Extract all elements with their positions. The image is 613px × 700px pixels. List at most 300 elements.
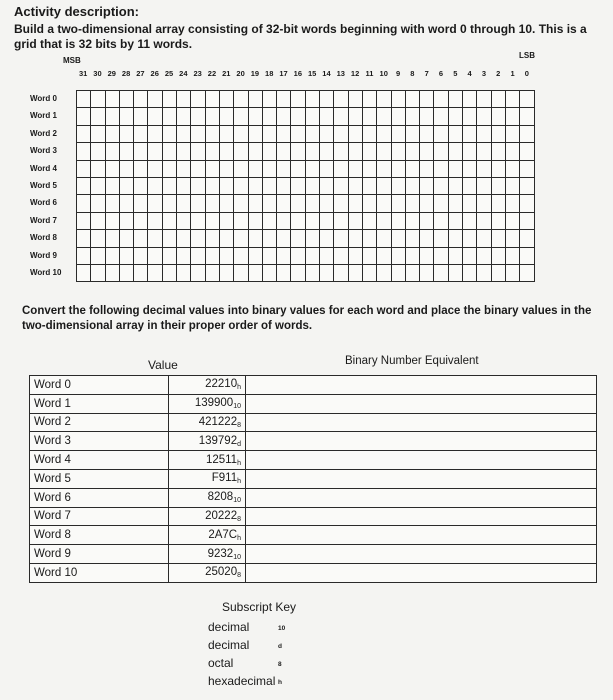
bit-cell[interactable] (448, 91, 462, 108)
bit-cell[interactable] (477, 212, 491, 229)
bit-cell[interactable] (234, 212, 248, 229)
bit-cell[interactable] (91, 125, 105, 142)
bit-cell[interactable] (434, 230, 448, 247)
bit-cell[interactable] (391, 212, 405, 229)
bit-cell[interactable] (491, 160, 505, 177)
bit-cell[interactable] (305, 143, 319, 160)
bit-cell[interactable] (434, 247, 448, 264)
bit-cell[interactable] (362, 195, 376, 212)
bit-cell[interactable] (463, 247, 477, 264)
bit-cell[interactable] (148, 160, 162, 177)
bit-cell[interactable] (505, 143, 519, 160)
bit-cell[interactable] (134, 91, 148, 108)
bit-cell[interactable] (448, 212, 462, 229)
bit-cell[interactable] (277, 125, 291, 142)
bit-cell[interactable] (505, 160, 519, 177)
bit-cell[interactable] (277, 212, 291, 229)
bit-cell[interactable] (405, 247, 419, 264)
bit-cell[interactable] (305, 264, 319, 281)
bit-cell[interactable] (377, 108, 391, 125)
bit-cell[interactable] (505, 91, 519, 108)
bit-cell[interactable] (162, 177, 176, 194)
bit-cell[interactable] (320, 125, 334, 142)
bit-cell[interactable] (334, 264, 348, 281)
bit-cell[interactable] (291, 212, 305, 229)
bit-cell[interactable] (162, 143, 176, 160)
bit-cell[interactable] (391, 160, 405, 177)
bit-cell[interactable] (505, 212, 519, 229)
bit-cell[interactable] (434, 264, 448, 281)
bit-cell[interactable] (448, 143, 462, 160)
bit-cell[interactable] (219, 91, 233, 108)
bit-cell[interactable] (448, 264, 462, 281)
bit-cell[interactable] (320, 230, 334, 247)
bit-cell[interactable] (91, 264, 105, 281)
bit-cell[interactable] (477, 264, 491, 281)
bit-cell[interactable] (248, 91, 262, 108)
bit-cell[interactable] (434, 143, 448, 160)
bit-cell[interactable] (248, 195, 262, 212)
binary-answer-cell[interactable] (246, 394, 597, 413)
binary-answer-cell[interactable] (246, 507, 597, 526)
bit-cell[interactable] (305, 212, 319, 229)
bit-cell[interactable] (520, 160, 534, 177)
bit-cell[interactable] (334, 108, 348, 125)
binary-answer-cell[interactable] (246, 432, 597, 451)
bit-cell[interactable] (491, 212, 505, 229)
bit-cell[interactable] (234, 91, 248, 108)
bit-cell[interactable] (405, 177, 419, 194)
bit-cell[interactable] (219, 264, 233, 281)
bit-cell[interactable] (348, 264, 362, 281)
bit-cell[interactable] (191, 160, 205, 177)
bit-cell[interactable] (248, 143, 262, 160)
bit-cell[interactable] (219, 177, 233, 194)
bit-cell[interactable] (134, 195, 148, 212)
bit-cell[interactable] (405, 91, 419, 108)
bit-cell[interactable] (91, 212, 105, 229)
bit-cell[interactable] (362, 143, 376, 160)
bit-cell[interactable] (362, 247, 376, 264)
bit-cell[interactable] (320, 195, 334, 212)
bit-cell[interactable] (205, 212, 219, 229)
bit-cell[interactable] (291, 108, 305, 125)
bit-cell[interactable] (191, 264, 205, 281)
bit-cell[interactable] (405, 143, 419, 160)
bit-cell[interactable] (91, 247, 105, 264)
bit-cell[interactable] (119, 125, 133, 142)
bit-cell[interactable] (219, 212, 233, 229)
bit-cell[interactable] (505, 264, 519, 281)
binary-answer-cell[interactable] (246, 451, 597, 470)
bit-cell[interactable] (420, 195, 434, 212)
bit-cell[interactable] (105, 177, 119, 194)
bit-cell[interactable] (77, 230, 91, 247)
bit-cell[interactable] (119, 91, 133, 108)
bit-cell[interactable] (420, 230, 434, 247)
bit-cell[interactable] (234, 177, 248, 194)
bit-cell[interactable] (277, 230, 291, 247)
bit-cell[interactable] (119, 264, 133, 281)
bit-cell[interactable] (162, 160, 176, 177)
bit-cell[interactable] (520, 264, 534, 281)
bit-cell[interactable] (148, 230, 162, 247)
bit-cell[interactable] (277, 108, 291, 125)
binary-answer-cell[interactable] (246, 488, 597, 507)
bit-cell[interactable] (348, 247, 362, 264)
bit-cell[interactable] (463, 143, 477, 160)
bit-cell[interactable] (362, 177, 376, 194)
bit-cell[interactable] (477, 91, 491, 108)
bit-cell[interactable] (119, 160, 133, 177)
bit-cell[interactable] (262, 160, 276, 177)
bit-cell[interactable] (391, 177, 405, 194)
bit-cell[interactable] (277, 143, 291, 160)
bit-cell[interactable] (105, 264, 119, 281)
bit-cell[interactable] (162, 91, 176, 108)
bit-cell[interactable] (420, 247, 434, 264)
bit-cell[interactable] (177, 264, 191, 281)
bit-cell[interactable] (219, 143, 233, 160)
bit-cell[interactable] (320, 247, 334, 264)
bit-cell[interactable] (262, 91, 276, 108)
bit-cell[interactable] (348, 125, 362, 142)
bit-cell[interactable] (205, 143, 219, 160)
bit-cell[interactable] (291, 264, 305, 281)
bit-cell[interactable] (105, 160, 119, 177)
bit-cell[interactable] (277, 160, 291, 177)
bit-cell[interactable] (520, 247, 534, 264)
bit-cell[interactable] (448, 247, 462, 264)
bit-cell[interactable] (134, 143, 148, 160)
bit-cell[interactable] (162, 195, 176, 212)
binary-answer-cell[interactable] (246, 413, 597, 432)
bit-cell[interactable] (119, 177, 133, 194)
bit-cell[interactable] (334, 125, 348, 142)
bit-cell[interactable] (334, 177, 348, 194)
bit-cell[interactable] (520, 91, 534, 108)
bit-cell[interactable] (177, 195, 191, 212)
bit-cell[interactable] (248, 177, 262, 194)
bit-cell[interactable] (505, 247, 519, 264)
bit-cell[interactable] (134, 125, 148, 142)
bit-cell[interactable] (334, 230, 348, 247)
bit-cell[interactable] (105, 143, 119, 160)
bit-cell[interactable] (448, 230, 462, 247)
bit-cell[interactable] (134, 177, 148, 194)
bit-cell[interactable] (248, 125, 262, 142)
bit-cell[interactable] (348, 91, 362, 108)
bit-cell[interactable] (477, 230, 491, 247)
bit-cell[interactable] (463, 195, 477, 212)
bit-cell[interactable] (305, 177, 319, 194)
bit-cell[interactable] (505, 108, 519, 125)
bit-cell[interactable] (362, 108, 376, 125)
bit-cell[interactable] (277, 264, 291, 281)
bit-cell[interactable] (477, 108, 491, 125)
bit-cell[interactable] (377, 247, 391, 264)
bit-cell[interactable] (134, 160, 148, 177)
bit-cell[interactable] (348, 230, 362, 247)
bit-cell[interactable] (491, 264, 505, 281)
bit-cell[interactable] (191, 177, 205, 194)
bit-cell[interactable] (162, 230, 176, 247)
bit-cell[interactable] (91, 160, 105, 177)
bit-cell[interactable] (148, 91, 162, 108)
bit-cell[interactable] (320, 160, 334, 177)
bit-cell[interactable] (91, 91, 105, 108)
bit-cell[interactable] (434, 160, 448, 177)
bit-cell[interactable] (119, 143, 133, 160)
bit-cell[interactable] (205, 230, 219, 247)
bit-cell[interactable] (405, 160, 419, 177)
bit-cell[interactable] (348, 195, 362, 212)
bit-cell[interactable] (219, 125, 233, 142)
bit-cell[interactable] (91, 195, 105, 212)
bit-cell[interactable] (248, 264, 262, 281)
bit-cell[interactable] (191, 108, 205, 125)
bit-cell[interactable] (320, 91, 334, 108)
binary-answer-cell[interactable] (246, 526, 597, 545)
bit-cell[interactable] (520, 125, 534, 142)
bit-cell[interactable] (91, 108, 105, 125)
bit-cell[interactable] (448, 195, 462, 212)
bit-cell[interactable] (191, 125, 205, 142)
bit-cell[interactable] (177, 177, 191, 194)
bit-cell[interactable] (77, 212, 91, 229)
bit-cell[interactable] (219, 230, 233, 247)
bit-cell[interactable] (77, 264, 91, 281)
bit-cell[interactable] (248, 160, 262, 177)
bit-cell[interactable] (320, 143, 334, 160)
bit-cell[interactable] (291, 91, 305, 108)
bit-cell[interactable] (162, 108, 176, 125)
bit-cell[interactable] (348, 177, 362, 194)
bit-cell[interactable] (162, 212, 176, 229)
bit-cell[interactable] (262, 195, 276, 212)
bit-cell[interactable] (262, 108, 276, 125)
bit-cell[interactable] (234, 160, 248, 177)
bit-cell[interactable] (334, 143, 348, 160)
bit-cell[interactable] (219, 247, 233, 264)
bit-cell[interactable] (420, 160, 434, 177)
bit-cell[interactable] (91, 143, 105, 160)
bit-cell[interactable] (191, 247, 205, 264)
bit-cell[interactable] (391, 91, 405, 108)
bit-cell[interactable] (448, 160, 462, 177)
bit-cell[interactable] (277, 247, 291, 264)
bit-cell[interactable] (77, 125, 91, 142)
binary-answer-cell[interactable] (246, 563, 597, 582)
bit-cell[interactable] (305, 195, 319, 212)
bit-cell[interactable] (477, 195, 491, 212)
bit-cell[interactable] (148, 247, 162, 264)
bit-cell[interactable] (377, 160, 391, 177)
bit-cell[interactable] (305, 108, 319, 125)
bit-cell[interactable] (219, 195, 233, 212)
bit-cell[interactable] (105, 91, 119, 108)
bit-cell[interactable] (434, 177, 448, 194)
bit-cell[interactable] (134, 230, 148, 247)
bit-cell[interactable] (305, 160, 319, 177)
bit-cell[interactable] (248, 108, 262, 125)
bit-cell[interactable] (77, 91, 91, 108)
bit-cell[interactable] (177, 247, 191, 264)
bit-cell[interactable] (477, 160, 491, 177)
bit-cell[interactable] (277, 195, 291, 212)
bit-cell[interactable] (491, 143, 505, 160)
bit-cell[interactable] (434, 91, 448, 108)
bit-cell[interactable] (105, 108, 119, 125)
bit-cell[interactable] (362, 125, 376, 142)
bit-cell[interactable] (420, 125, 434, 142)
bit-cell[interactable] (134, 212, 148, 229)
bit-cell[interactable] (362, 264, 376, 281)
bit-cell[interactable] (205, 195, 219, 212)
bit-cell[interactable] (491, 125, 505, 142)
bit-cell[interactable] (91, 230, 105, 247)
bit-cell[interactable] (291, 160, 305, 177)
bit-cell[interactable] (134, 247, 148, 264)
bit-cell[interactable] (505, 125, 519, 142)
bit-cell[interactable] (205, 264, 219, 281)
bit-cell[interactable] (377, 125, 391, 142)
bit-cell[interactable] (505, 195, 519, 212)
bit-cell[interactable] (491, 230, 505, 247)
bit-cell[interactable] (105, 125, 119, 142)
bit-cell[interactable] (77, 160, 91, 177)
bit-cell[interactable] (348, 212, 362, 229)
bit-cell[interactable] (262, 177, 276, 194)
bit-cell[interactable] (334, 91, 348, 108)
bit-cell[interactable] (177, 143, 191, 160)
bit-cell[interactable] (262, 247, 276, 264)
bit-cell[interactable] (234, 195, 248, 212)
bit-cell[interactable] (262, 264, 276, 281)
bit-cell[interactable] (277, 177, 291, 194)
bit-cell[interactable] (334, 247, 348, 264)
bit-cell[interactable] (134, 108, 148, 125)
bit-cell[interactable] (362, 160, 376, 177)
bit-cell[interactable] (377, 264, 391, 281)
bit-cell[interactable] (491, 177, 505, 194)
bit-cell[interactable] (119, 230, 133, 247)
bit-cell[interactable] (177, 212, 191, 229)
bit-cell[interactable] (162, 125, 176, 142)
bit-cell[interactable] (191, 212, 205, 229)
bit-cell[interactable] (391, 143, 405, 160)
bit-cell[interactable] (148, 143, 162, 160)
bit-cell[interactable] (520, 212, 534, 229)
bit-cell[interactable] (377, 195, 391, 212)
bit-cell[interactable] (262, 230, 276, 247)
bit-cell[interactable] (348, 108, 362, 125)
bit-cell[interactable] (148, 108, 162, 125)
bit-cell[interactable] (291, 247, 305, 264)
bit-cell[interactable] (377, 177, 391, 194)
bit-cell[interactable] (377, 212, 391, 229)
bit-cell[interactable] (177, 91, 191, 108)
bit-cell[interactable] (391, 108, 405, 125)
bit-cell[interactable] (362, 230, 376, 247)
bit-cell[interactable] (234, 230, 248, 247)
bit-cell[interactable] (448, 125, 462, 142)
bit-cell[interactable] (491, 108, 505, 125)
bit-cell[interactable] (420, 108, 434, 125)
bit-cell[interactable] (105, 230, 119, 247)
bit-cell[interactable] (105, 212, 119, 229)
bit-cell[interactable] (391, 230, 405, 247)
bit-cell[interactable] (291, 177, 305, 194)
bit-cell[interactable] (191, 230, 205, 247)
bit-cell[interactable] (520, 177, 534, 194)
bit-cell[interactable] (362, 91, 376, 108)
bit-cell[interactable] (334, 195, 348, 212)
bit-cell[interactable] (377, 91, 391, 108)
bit-cell[interactable] (434, 195, 448, 212)
bit-cell[interactable] (405, 125, 419, 142)
bit-cell[interactable] (177, 230, 191, 247)
bit-cell[interactable] (148, 264, 162, 281)
bit-cell[interactable] (477, 247, 491, 264)
binary-answer-cell[interactable] (246, 545, 597, 564)
bit-cell[interactable] (234, 264, 248, 281)
bit-cell[interactable] (362, 212, 376, 229)
bit-cell[interactable] (320, 212, 334, 229)
bit-cell[interactable] (520, 143, 534, 160)
bit-cell[interactable] (77, 247, 91, 264)
bit-cell[interactable] (405, 264, 419, 281)
bit-cell[interactable] (405, 230, 419, 247)
bit-cell[interactable] (520, 108, 534, 125)
bit-cell[interactable] (505, 230, 519, 247)
bit-cell[interactable] (377, 230, 391, 247)
bit-cell[interactable] (105, 195, 119, 212)
bit-cell[interactable] (405, 195, 419, 212)
bit-cell[interactable] (320, 177, 334, 194)
bit-cell[interactable] (162, 247, 176, 264)
bit-cell[interactable] (391, 247, 405, 264)
bit-cell[interactable] (77, 108, 91, 125)
bit-cell[interactable] (320, 264, 334, 281)
bit-cell[interactable] (463, 91, 477, 108)
bit-cell[interactable] (262, 143, 276, 160)
bit-cell[interactable] (463, 125, 477, 142)
bit-cell[interactable] (334, 160, 348, 177)
bit-cell[interactable] (520, 195, 534, 212)
bit-cell[interactable] (148, 125, 162, 142)
bit-cell[interactable] (420, 177, 434, 194)
bit-cell[interactable] (405, 212, 419, 229)
bit-cell[interactable] (248, 247, 262, 264)
bit-cell[interactable] (505, 177, 519, 194)
bit-cell[interactable] (105, 247, 119, 264)
bit-cell[interactable] (420, 212, 434, 229)
bit-cell[interactable] (205, 247, 219, 264)
binary-answer-cell[interactable] (246, 376, 597, 395)
bit-cell[interactable] (420, 143, 434, 160)
bit-cell[interactable] (91, 177, 105, 194)
bit-cell[interactable] (134, 264, 148, 281)
bit-cell[interactable] (291, 195, 305, 212)
bit-cell[interactable] (234, 247, 248, 264)
bit-cell[interactable] (77, 143, 91, 160)
bit-cell[interactable] (148, 195, 162, 212)
bit-cell[interactable] (148, 212, 162, 229)
bit-cell[interactable] (205, 91, 219, 108)
bit-cell[interactable] (434, 125, 448, 142)
binary-answer-cell[interactable] (246, 469, 597, 488)
